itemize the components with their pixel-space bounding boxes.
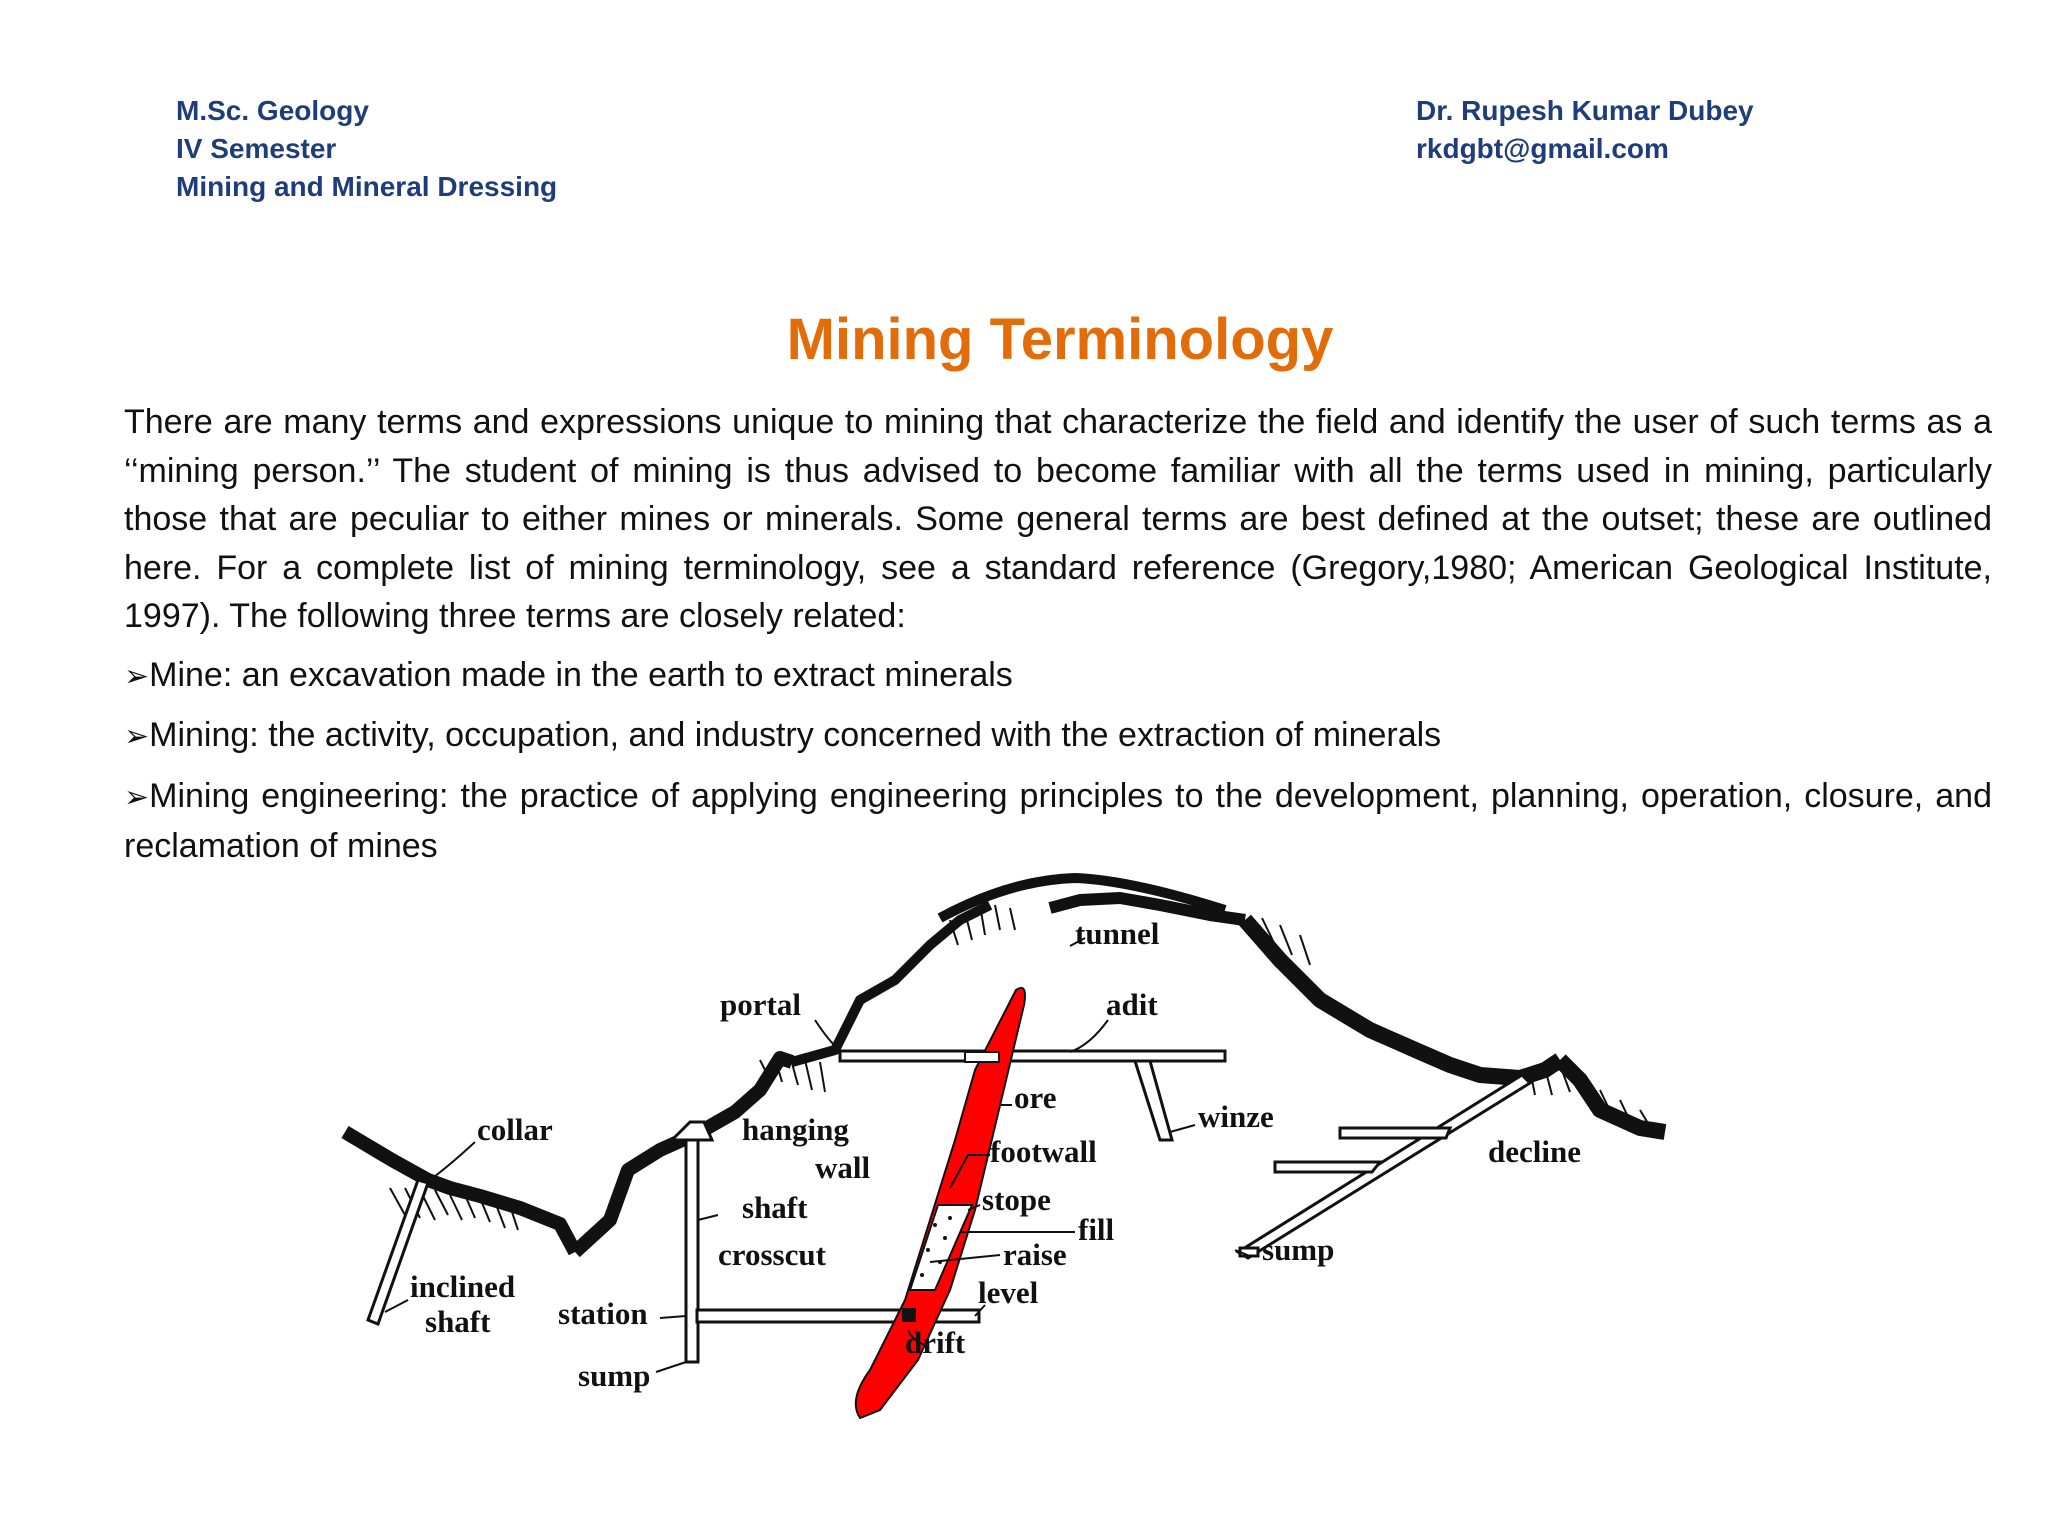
intro-paragraph: There are many terms and expressions unique to mining that characterize the field and identify the user of such terms as a ‘‘mining person.’’ The student of mining is thus advised to become familiar with all the terms used in mining, particularly those that are peculiar to either mines or minerals. Some general terms are best defined at the outset; these are outlined here. For a complete list of mining terminology, see a standard reference (Gregory,1980; American Geological Institute, 1997). The following three terms are closely related: (124, 403, 1992, 635)
bullet-mining-engineering (124, 772, 1992, 871)
label-collar: collar (477, 1112, 553, 1147)
bullet-text: Mine: an excavation made in the earth to extract minerals (149, 655, 1013, 694)
label-drift: drift (905, 1325, 966, 1360)
mine-cross-section-diagram (330, 870, 1690, 1430)
arrow-bullet-icon: ➢ (124, 659, 150, 693)
label-inclined: inclined (410, 1269, 516, 1304)
author-info (1416, 92, 1754, 168)
label-level: level (978, 1275, 1039, 1310)
label-ore: ore (1014, 1080, 1057, 1115)
author-name: Dr. Rupesh Kumar Dubey (1416, 95, 1754, 126)
label-crosscut: crosscut (718, 1237, 826, 1272)
arrow-bullet-icon: ➢ (124, 720, 150, 753)
label-wall: wall (815, 1150, 871, 1185)
label-shaft: shaft (742, 1190, 808, 1225)
label-raise: raise (1003, 1237, 1067, 1272)
label-footwall: footwall (990, 1134, 1097, 1169)
label-winze: winze (1198, 1099, 1274, 1134)
course-name: M.Sc. Geology (176, 95, 369, 126)
semester: IV Semester (176, 133, 337, 164)
label-tunnel: tunnel (1075, 916, 1160, 951)
label-inclined-shaft: shaft (425, 1304, 491, 1339)
decline (1238, 1075, 1530, 1258)
arrow-bullet-icon: ➢ (124, 780, 150, 814)
course-info (176, 92, 557, 206)
label-station: station (558, 1296, 648, 1331)
author-email: rkdgbt@gmail.com (1416, 133, 1669, 164)
bullet-text: Mining: the activity, occupation, and industry concerned with the extraction of minerals (149, 716, 1442, 754)
label-portal: portal (720, 987, 801, 1022)
label-sump-right: sump (1262, 1232, 1335, 1267)
bullet-mining (124, 711, 1992, 762)
label-fill: fill (1078, 1212, 1115, 1247)
label-sump-left: sump (578, 1358, 651, 1393)
label-adit: adit (1106, 987, 1158, 1022)
label-hanging: hanging (742, 1112, 849, 1147)
bullet-mine (124, 651, 1992, 702)
subject: Mining and Mineral Dressing (176, 171, 558, 202)
label-decline: decline (1488, 1134, 1581, 1169)
label-stope: stope (982, 1182, 1051, 1217)
body-text (124, 398, 1992, 871)
bullet-text: Mining engineering: the practice of applying engineering principles to the development, planning, operation, closure, and reclamation of mines (124, 776, 1992, 865)
page-title: Mining Terminology (786, 307, 1334, 372)
